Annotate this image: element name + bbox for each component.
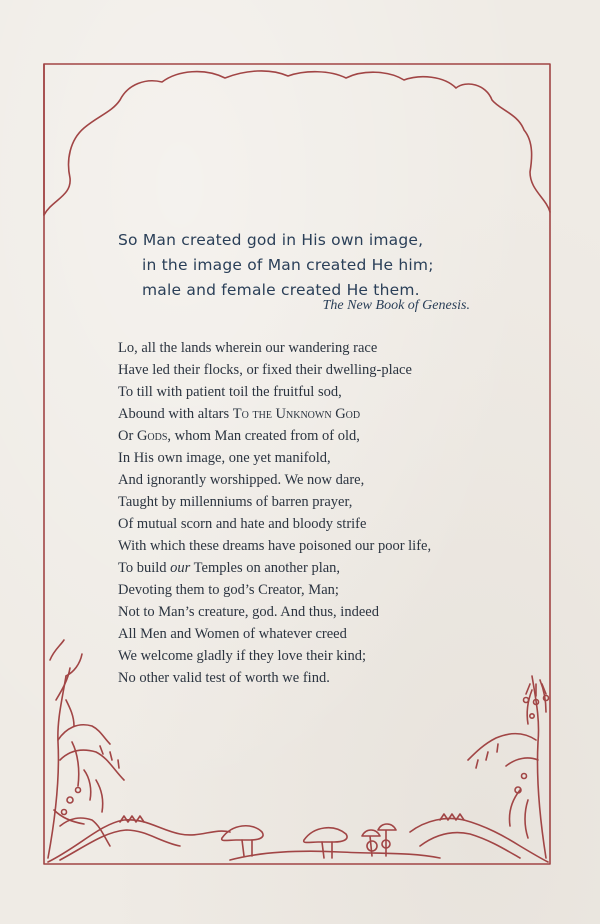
right-plant-ornament bbox=[468, 676, 549, 858]
poem-line bbox=[118, 557, 498, 579]
poem-emphasis: our bbox=[170, 560, 191, 576]
poem-line: No other valid test of worth we find. bbox=[118, 670, 330, 686]
left-plant-ornament bbox=[48, 640, 124, 858]
poem-line bbox=[118, 403, 498, 425]
bottom-ground-ornament bbox=[48, 814, 548, 862]
epigraph-line: So Man created god in His own image, bbox=[118, 231, 424, 249]
poem-emphasis: Gods bbox=[136, 428, 168, 444]
poem-line: Of mutual scorn and hate and bloody strife bbox=[118, 516, 367, 532]
poem-line bbox=[118, 425, 498, 447]
poem-line: With which these dreams have poisoned our poor life, bbox=[118, 538, 432, 554]
epigraph-source: The New Book of Genesis. bbox=[322, 298, 470, 313]
poem-line: Have led their flocks, or fixed their dwelling-place bbox=[118, 362, 412, 378]
poem-line: In His own image, one yet manifold, bbox=[118, 450, 331, 466]
poem-text: Abound with altars bbox=[118, 406, 233, 422]
cloud-arch bbox=[44, 71, 550, 215]
poem-line: To till with patient toil the fruitful sod, bbox=[118, 384, 342, 400]
poem bbox=[118, 337, 498, 689]
poem-line: And ignorantly worshipped. We now dare, bbox=[118, 472, 365, 488]
epigraph-line: in the image of Man created He him; bbox=[142, 256, 434, 274]
epigraph bbox=[118, 228, 498, 303]
poem-line: Not to Man’s creature, god. And thus, indeed bbox=[118, 604, 379, 620]
poem-line: Devoting them to god’s Creator, Man; bbox=[118, 582, 339, 598]
poem-text: Temples on another plan, bbox=[190, 560, 341, 576]
poem-line: We welcome gladly if they love their kind; bbox=[118, 648, 367, 664]
epigraph-line: male and female created He them. bbox=[142, 281, 420, 299]
poem-text: To build bbox=[118, 560, 171, 576]
poem-line: Lo, all the lands wherein our wandering race bbox=[118, 340, 378, 356]
poem-line: All Men and Women of whatever creed bbox=[118, 626, 347, 642]
poem-text: Or bbox=[118, 428, 137, 444]
poem-emphasis: To the Unknown God bbox=[232, 406, 361, 422]
poem-text: , whom Man created from of old, bbox=[167, 428, 360, 444]
poem-line: Taught by millenniums of barren prayer, bbox=[118, 494, 353, 510]
